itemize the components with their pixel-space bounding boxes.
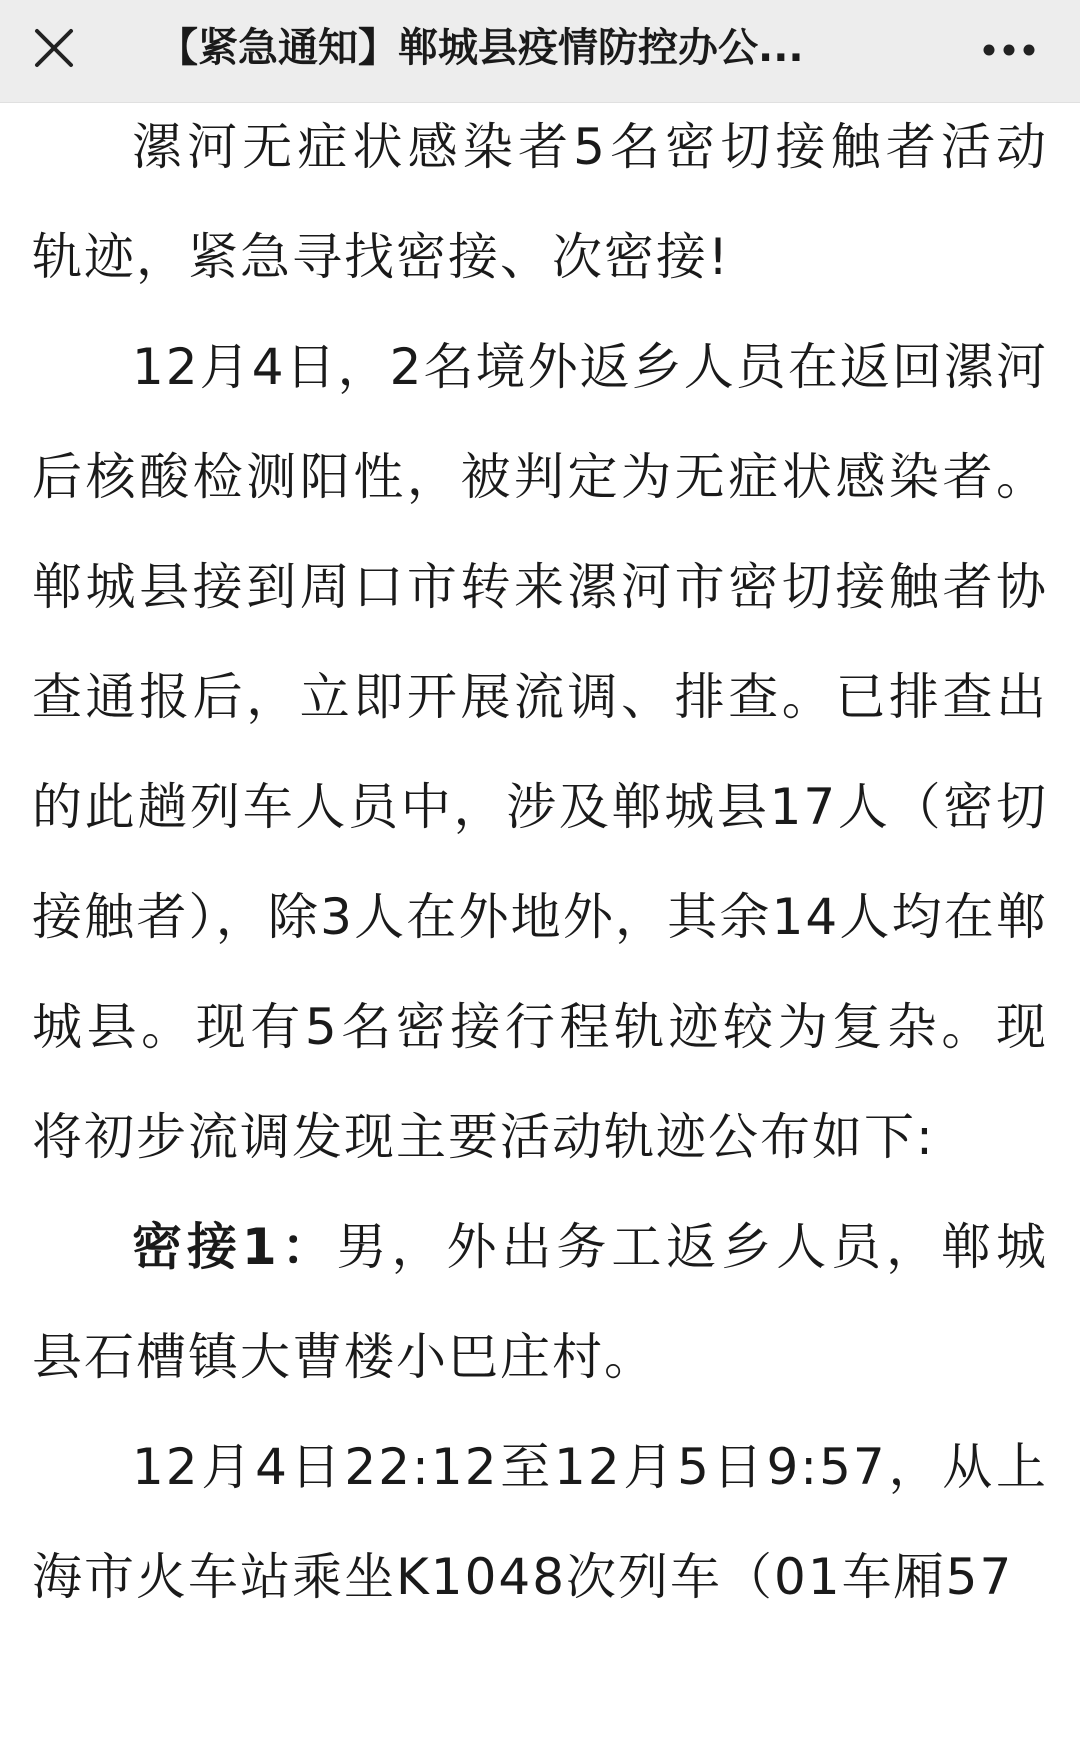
- paragraph-text: 男，外出务工返乡人员，郸城县石槽镇大曹楼小巴庄村。: [32, 1218, 1048, 1386]
- top-bar: [0, 0, 1080, 103]
- paragraph-text: 漯河无症状感染者5名密切接触者活动轨迹，紧急寻找密接、次密接!: [32, 118, 1048, 286]
- paragraph-text: 12月4日，2名境外返乡人员在返回漯河后核酸检测阳性，被判定为无症状感染者。郸城县接到周口市转来漯河市密切接触者协查通报后，立即开展流调、排查。已排查出的此趟列车人员中，涉及郸城县17人（密切接触者），除3人在外地外，其余14人均在郸城县。现有5名密接行程轨迹较为复杂。现将初步流调发现主要活动轨迹公布如下:: [32, 338, 1048, 1166]
- article-paragraph: [32, 312, 1048, 1192]
- close-icon: [34, 28, 74, 68]
- page-title: 【紧急通知】郸城县疫情防控办公...: [158, 25, 804, 71]
- close-button[interactable]: [22, 16, 86, 80]
- article-paragraph: [32, 1412, 1048, 1632]
- paragraph-bold-lead: 密接1：: [132, 1218, 337, 1276]
- article-body: [32, 102, 1048, 1632]
- article-paragraph: [32, 1192, 1048, 1412]
- more-button[interactable]: [966, 20, 1052, 80]
- article-paragraph: [32, 92, 1048, 312]
- more-dots-icon: [981, 42, 1037, 58]
- paragraph-text: 12月4日22:12至12月5日9:57，从上海市火车站乘坐K1048次列车（01车厢57: [32, 1438, 1048, 1606]
